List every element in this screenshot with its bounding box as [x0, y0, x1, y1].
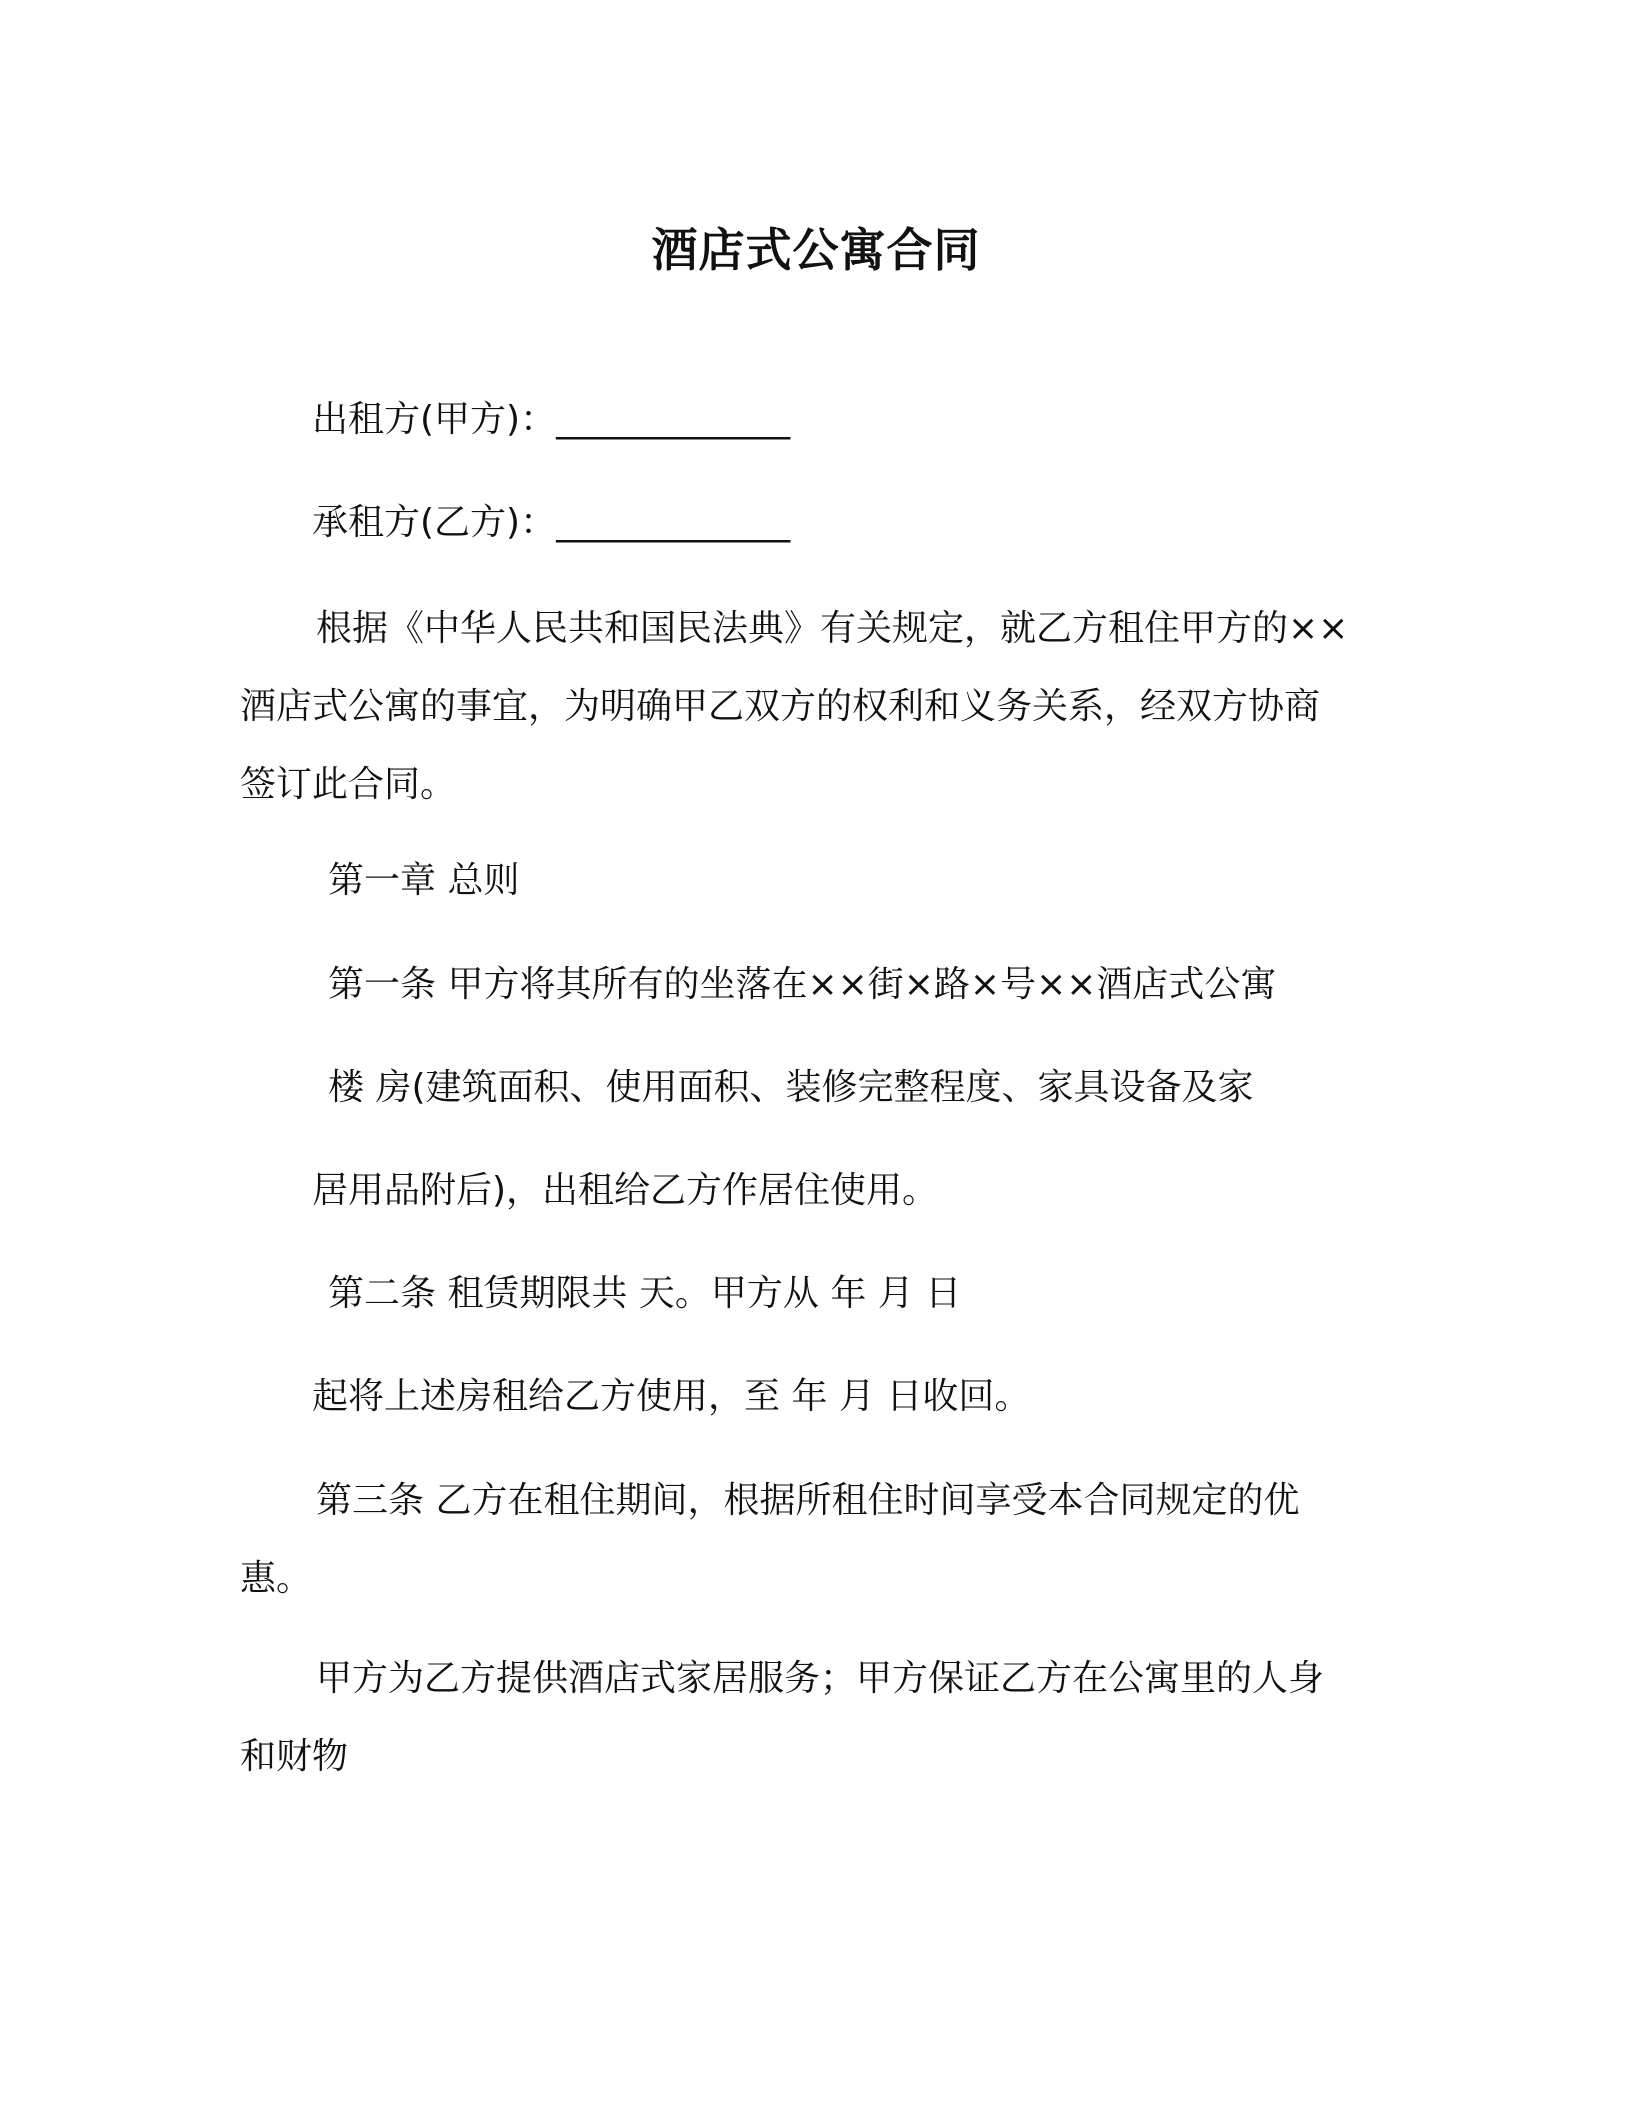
article-1-line-1: 第一条 甲方将其所有的坐落在××街×路×号××酒店式公寓 — [328, 964, 1277, 1005]
article-2-line-2: 起将上述房租给乙方使用，至 年 月 日收回。 — [312, 1376, 1031, 1417]
lessee-line: 承租方(乙方)：_____________ — [312, 502, 791, 543]
article-3-paragraph: 第三条 乙方在租住期间，根据所租住时间享受本合同规定的优惠。 — [240, 1480, 1300, 1599]
services-paragraph: 甲方为乙方提供酒店式家居服务；甲方保证乙方在公寓里的人身和财物 — [240, 1658, 1325, 1777]
chapter-heading: 第一章 总则 — [328, 860, 520, 901]
lessor-line: 出租方(甲方)：_____________ — [312, 399, 791, 440]
article-2-line-1: 第二条 租赁期限共 天。甲方从 年 月 日 — [328, 1273, 962, 1314]
article-1-line-3: 居用品附后)，出租给乙方作居住使用。 — [312, 1170, 939, 1211]
document-title: 酒店式公寓合同 — [651, 223, 981, 277]
preamble-paragraph: 根据《中华人民共和国民法典》有关规定，就乙方租住甲方的××酒店式公寓的事宜，为明确甲乙双方的权利和义务关系，经双方协商签订此合同。 — [240, 608, 1349, 805]
article-1-line-2: 楼 房(建筑面积、使用面积、装修完整程度、家具设备及家 — [328, 1067, 1254, 1108]
